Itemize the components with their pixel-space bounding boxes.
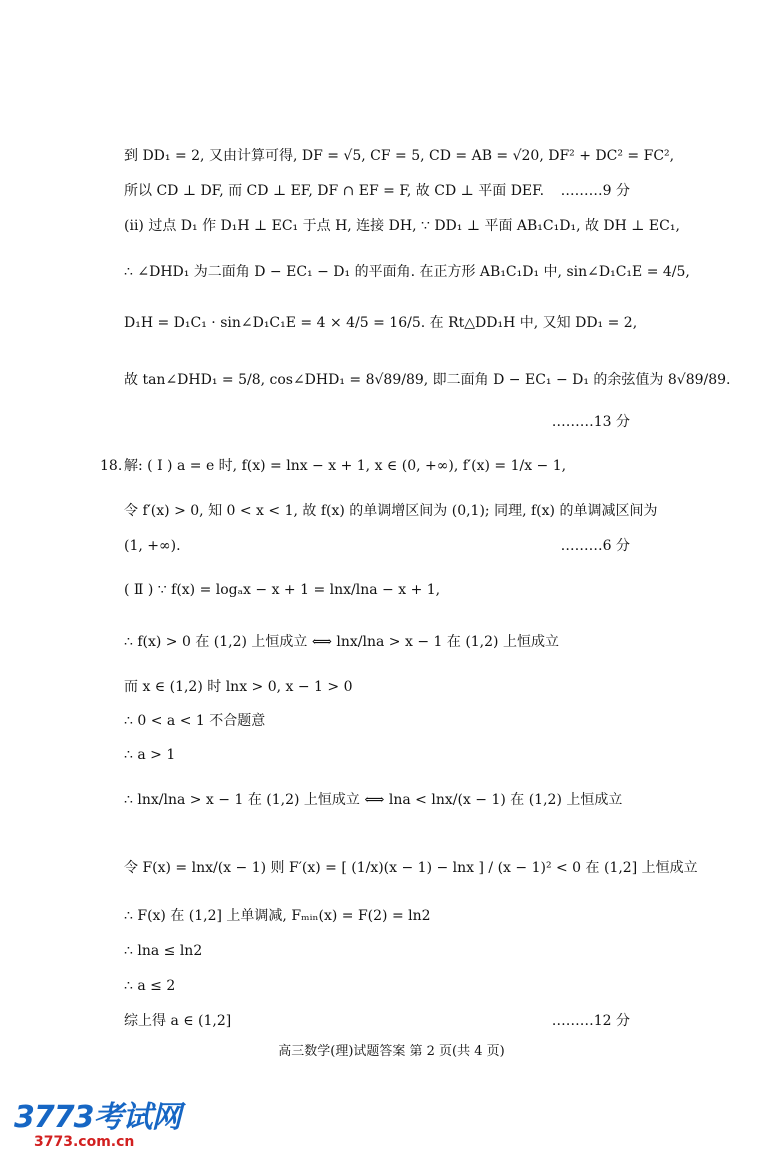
line-part-ii: (ⅱ) 过点 D₁ 作 D₁H ⊥ EC₁ 于点 H, 连接 DH, ∵ DD₁ ⊥ 平面 AB₁C₁D₁, 故 DH ⊥ EC₁,	[124, 218, 680, 234]
line-18-a-le-2: ∴ a ≤ 2	[124, 978, 176, 994]
line-18-decreasing-interval: (1, +∞).	[124, 538, 181, 554]
page-footer: 高三数学(理)试题答案 第 2 页(共 4 页)	[278, 1044, 505, 1059]
logo-domain: 3773.com.cn	[34, 1134, 135, 1150]
line-18-part-ii: ( Ⅱ ) ∵ f(x) = logₐx − x + 1 = lnx/lna − x + 1,	[124, 582, 441, 598]
line-dihedral-angle: ∴ ∠DHD₁ 为二面角 D − EC₁ − D₁ 的平面角. 在正方形 AB₁C₁D₁ 中, sin∠D₁C₁E = 4/5,	[124, 264, 690, 280]
line-18-F-decreasing: ∴ F(x) 在 (1,2] 上单调减, Fₘᵢₙ(x) = F(2) = ln2	[124, 908, 431, 924]
score-6: ………6 分	[560, 538, 630, 554]
score-13: ………13 分	[551, 414, 630, 430]
line-18-define-F: 令 F(x) = lnx/(x − 1) 则 F′(x) = [ (1/x)(x − 1) − lnx ] / (x − 1)² < 0 在 (1,2] 上恒成立	[124, 860, 698, 876]
line-18-equivalence-1: ∴ f(x) > 0 在 (1,2) 上恒成立 ⟺ lnx/lna > x − 1 在 (1,2) 上恒成立	[124, 634, 559, 650]
logo-wordmark: 3773考试网	[14, 1100, 181, 1135]
score-9: ………9 分	[560, 183, 630, 199]
question-number-18: 18.	[100, 458, 123, 474]
line-18-lna-le-ln2: ∴ lna ≤ ln2	[124, 943, 203, 959]
line-cosine-result: 故 tan∠DHD₁ = 5/8, cos∠DHD₁ = 8√89/89, 即二面角 D − EC₁ − D₁ 的余弦值为 8√89/89.	[124, 372, 731, 388]
line-18-part-i: 解: ( Ⅰ ) a = e 时, f(x) = lnx − x + 1, x ∈ (0, +∞), f′(x) = 1/x − 1,	[124, 458, 567, 474]
site-logo	[14, 1102, 181, 1150]
line-d1h-length: D₁H = D₁C₁ · sin∠D₁C₁E = 4 × 4/5 = 16/5. 在 Rt△DD₁H 中, 又知 DD₁ = 2,	[124, 315, 638, 331]
line-cd-perpendicular: 所以 CD ⊥ DF, 而 CD ⊥ EF, DF ∩ EF = F, 故 CD ⊥ 平面 DEF.	[124, 183, 545, 199]
line-18-monotonic: 令 f′(x) > 0, 知 0 < x < 1, 故 f(x) 的单调增区间为 (0,1); 同理, f(x) 的单调减区间为	[124, 503, 658, 519]
line-18-reject-a-less-1: ∴ 0 < a < 1 不合题意	[124, 713, 266, 729]
line-dd1-computation: 到 DD₁ = 2, 又由计算可得, DF = √5, CF = 5, CD = AB = √20, DF² + DC² = FC²,	[124, 148, 675, 164]
score-12: ………12 分	[551, 1013, 630, 1029]
line-18-a-greater-1: ∴ a > 1	[124, 747, 176, 763]
line-18-sign-condition: 而 x ∈ (1,2) 时 lnx > 0, x − 1 > 0	[124, 679, 353, 695]
line-18-equivalence-2: ∴ lnx/lna > x − 1 在 (1,2) 上恒成立 ⟺ lna < lnx/(x − 1) 在 (1,2) 上恒成立	[124, 792, 623, 808]
line-18-conclusion: 综上得 a ∈ (1,2]	[124, 1013, 232, 1029]
